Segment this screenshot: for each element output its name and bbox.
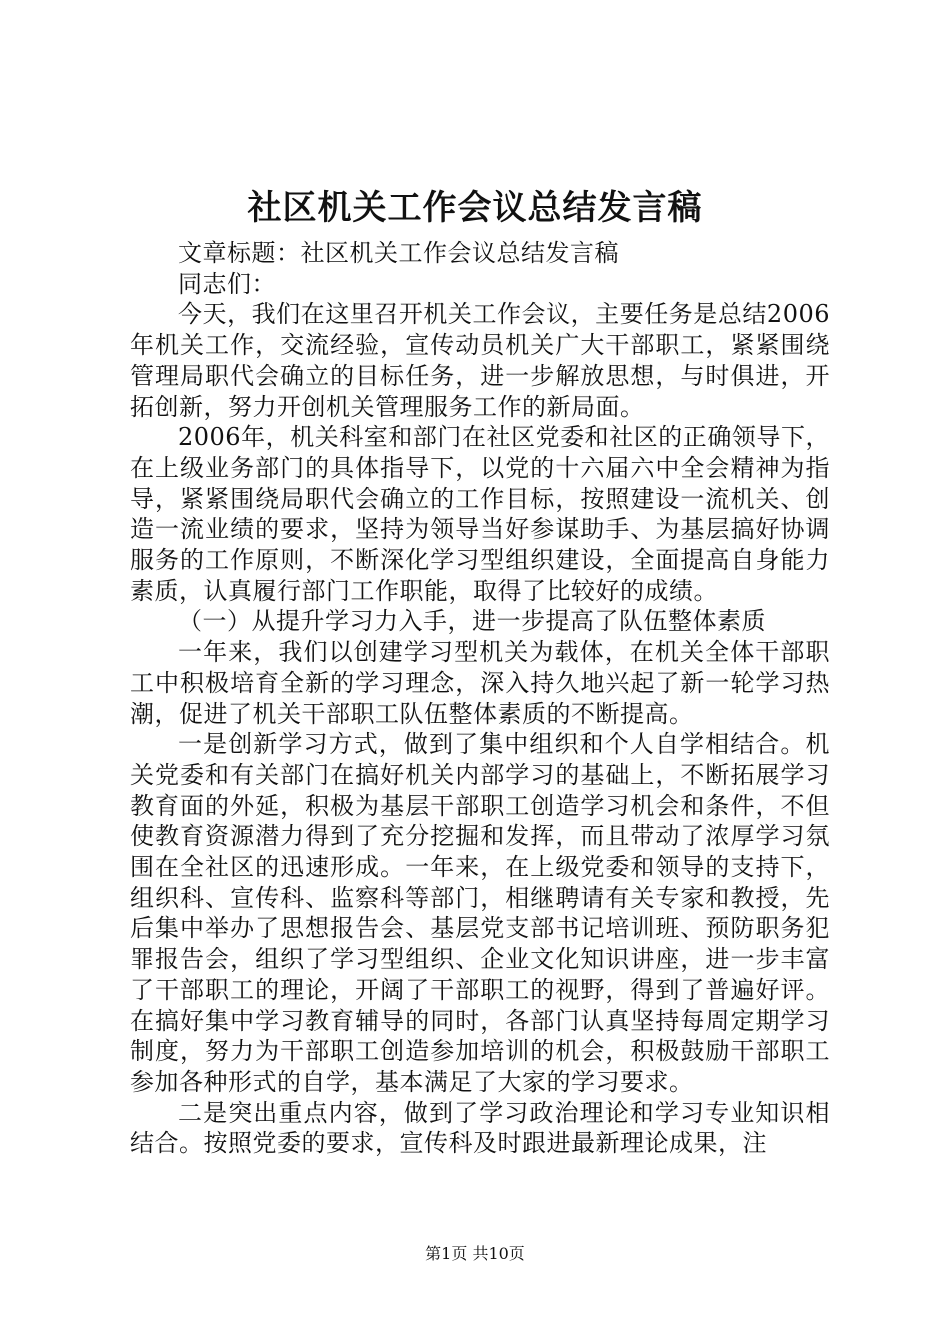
paragraph-2006-summary: 2006年，机关科室和部门在社区党委和社区的正确领导下，在上级业务部门的具体指导下，以党的十六届六中全会精神为指导，紧紧围绕局职代会确立的工作目标，按照建设一流机关、创造一流业绩的要求，坚持为领导当好参谋助手、为基层搞好协调服务的工作原则，不断深化学习型组织建设，全面提高自身能力素质，认真履行部门工作职能，取得了比较好的成绩。 [130, 423, 830, 605]
page-footer: 第1页 共10页 [425, 1244, 525, 1263]
paragraph-learning-overview: 一年来，我们以创建学习型机关为载体，在机关全体干部职工中积极培育全新的学习理念，深入持久地兴起了新一轮学习热潮，促进了机关干部职工队伍整体素质的不断提高。 [130, 638, 830, 728]
document-title: 社区机关工作会议总结发言稿 [247, 188, 703, 228]
paragraph-point-two: 二是突出重点内容，做到了学习政治理论和学习专业知识相结合。按照党委的要求，宣传科及时跟进最新理论成果，注 [130, 1098, 830, 1158]
article-title-line: 文章标题：社区机关工作会议总结发言稿 [178, 239, 619, 267]
section-heading-1: （一）从提升学习力入手，进一步提高了队伍整体素质 [178, 607, 766, 636]
paragraph-intro: 今天，我们在这里召开机关工作会议，主要任务是总结2006年机关工作，交流经验，宣传动员机关广大干部职工，紧紧围绕管理局职代会确立的目标任务，进一步解放思想，与时俱进，开拓创新，努力开创机关管理服务工作的新局面。 [130, 300, 830, 421]
paragraph-point-one: 一是创新学习方式，做到了集中组织和个人自学相结合。机关党委和有关部门在搞好机关内部学习的基础上，不断拓展学习教育面的外延，积极为基层干部职工创造学习机会和条件，不但使教育资源潜力得到了充分挖掘和发挥，而且带动了浓厚学习氛围在全社区的迅速形成。一年来，在上级党委和领导的支持下，组织科、宣传科、监察科等部门，相继聘请有关专家和教授，先后集中举办了思想报告会、基层党支部书记培训班、预防职务犯罪报告会，组织了学习型组织、企业文化知识讲座，进一步丰富了干部职工的理论，开阔了干部职工的视野，得到了普遍好评。在搞好集中学习教育辅导的同时，各部门认真坚持每周定期学习制度，努力为干部职工创造参加培训的机会，积极鼓励干部职工参加各种形式的自学，基本满足了大家的学习要求。 [130, 730, 830, 1096]
salutation: 同志们： [178, 269, 276, 298]
document-body [130, 238, 830, 1159]
